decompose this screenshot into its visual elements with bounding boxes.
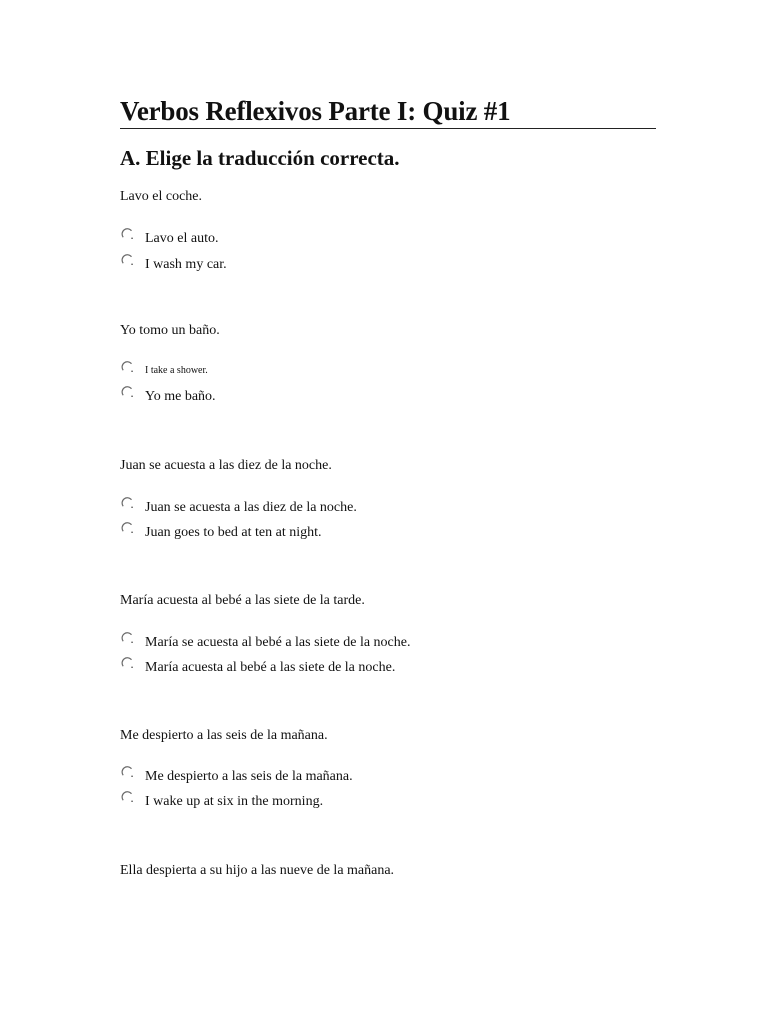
question-prompt: Lavo el coche. <box>120 189 203 204</box>
radio-button-icon[interactable] <box>121 497 134 510</box>
option-label: Juan se acuesta a las diez de la noche. <box>145 500 357 515</box>
question-prompt: Yo tomo un baño. <box>120 323 220 338</box>
question-1-option-1[interactable] <box>120 230 656 252</box>
option-label: I wash my car. <box>145 257 227 272</box>
radio-button-icon[interactable] <box>121 522 134 535</box>
question-3 <box>120 457 656 475</box>
quiz-page <box>120 94 656 171</box>
option-label: María acuesta al bebé a las siete de la noche. <box>145 660 396 675</box>
question-2-option-2[interactable] <box>120 388 656 410</box>
question-3-option-2[interactable] <box>120 524 656 546</box>
option-label: María se acuesta al bebé a las siete de la noche. <box>145 635 411 650</box>
radio-button-icon[interactable] <box>121 766 134 779</box>
question-4 <box>120 592 656 610</box>
page-title: Verbos Reflexivos Parte I: Quiz #1 <box>120 94 656 129</box>
question-prompt: Ella despierta a su hijo a las nueve de la mañana. <box>120 863 395 878</box>
radio-button-icon[interactable] <box>121 791 134 804</box>
question-2-option-1[interactable] <box>120 362 656 384</box>
question-1 <box>120 188 656 206</box>
question-4-option-2[interactable] <box>120 659 656 681</box>
option-label: Yo me baño. <box>145 389 216 404</box>
question-5-option-2[interactable] <box>120 793 656 815</box>
question-3-option-1[interactable] <box>120 499 656 521</box>
option-label: Juan goes to bed at ten at night. <box>145 525 322 540</box>
question-prompt: Me despierto a las seis de la mañana. <box>120 728 328 743</box>
question-1-option-2[interactable] <box>120 256 656 278</box>
question-6 <box>120 862 656 880</box>
section-heading: A. Elige la traducción correcta. <box>120 146 400 170</box>
radio-button-icon[interactable] <box>121 254 134 267</box>
radio-button-icon[interactable] <box>121 657 134 670</box>
question-2 <box>120 322 656 340</box>
radio-button-icon[interactable] <box>121 228 134 241</box>
radio-button-icon[interactable] <box>121 386 134 399</box>
question-5-option-1[interactable] <box>120 768 656 790</box>
question-5 <box>120 727 656 745</box>
option-label: Me despierto a las seis de la mañana. <box>145 769 353 784</box>
question-4-option-1[interactable] <box>120 634 656 656</box>
option-label: Lavo el auto. <box>145 231 219 246</box>
question-prompt: María acuesta al bebé a las siete de la tarde. <box>120 593 365 608</box>
question-prompt: Juan se acuesta a las diez de la noche. <box>120 458 332 473</box>
radio-button-icon[interactable] <box>121 632 134 645</box>
option-label: I wake up at six in the morning. <box>145 794 324 809</box>
radio-button-icon[interactable] <box>121 361 134 374</box>
option-label: I take a shower. <box>145 365 208 376</box>
